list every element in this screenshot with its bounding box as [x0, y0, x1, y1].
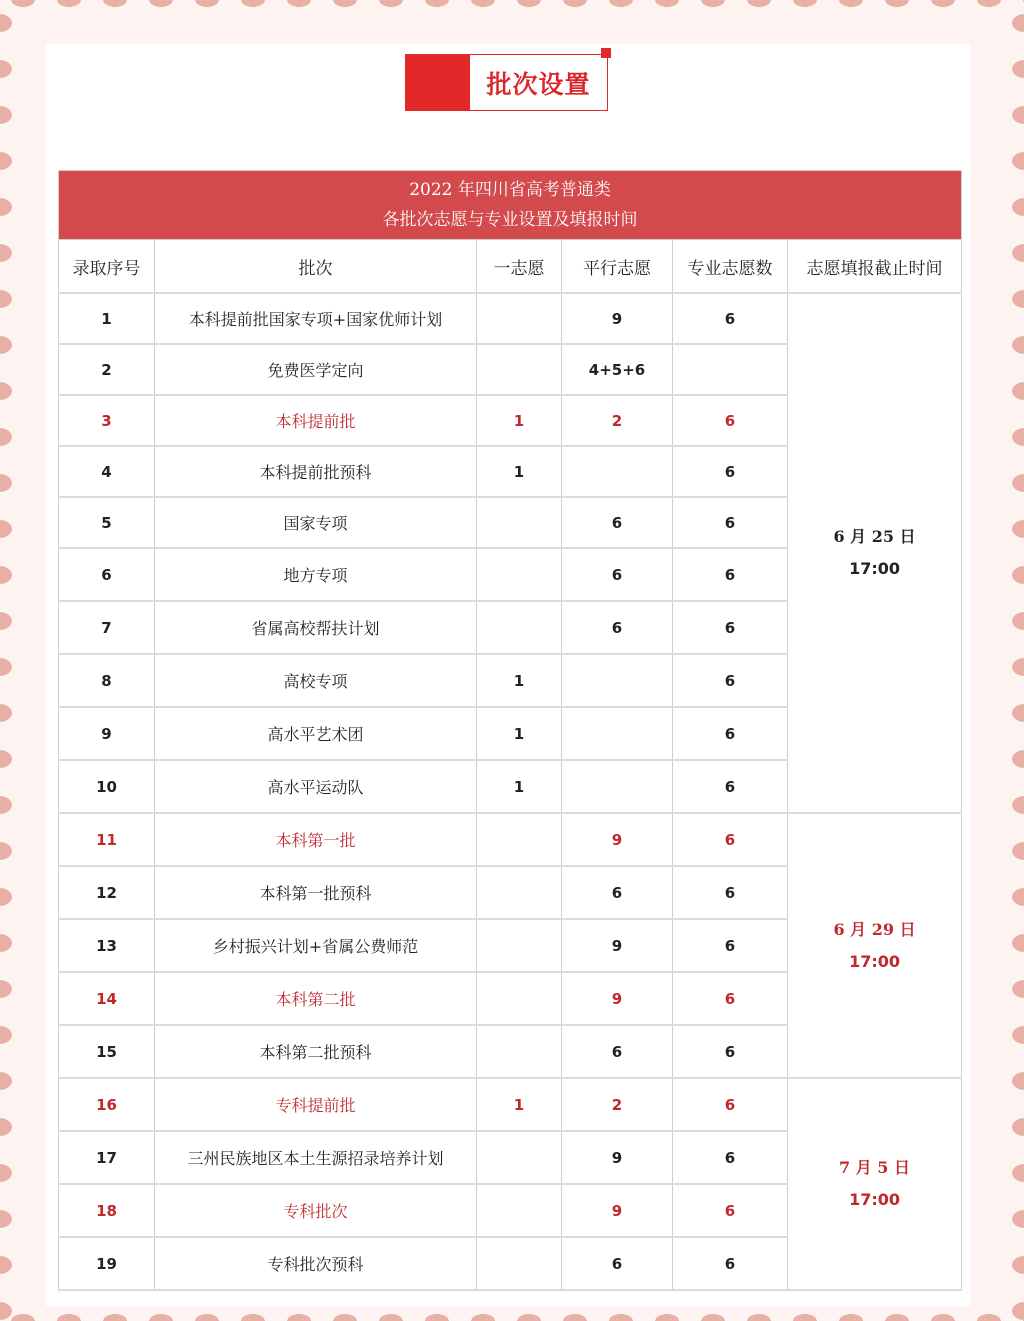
row-major-count: 6	[673, 548, 788, 601]
row-first-choice	[477, 813, 562, 866]
row-major-count: 6	[673, 395, 788, 446]
content-card	[46, 44, 970, 1306]
deadline-date: 7 月 5 日	[839, 1158, 911, 1177]
row-parallel-choice: 6	[562, 1237, 673, 1290]
row-order: 11	[59, 813, 155, 866]
row-first-choice	[477, 1184, 562, 1237]
table-title	[59, 171, 962, 240]
row-major-count: 6	[673, 1237, 788, 1290]
badge-corner-square	[601, 48, 611, 58]
row-major-count: 6	[673, 813, 788, 866]
row-parallel-choice	[562, 760, 673, 813]
header-major-count: 专业志愿数	[673, 240, 788, 294]
row-batch: 本科提前批预科	[155, 446, 477, 497]
batch-table	[58, 170, 962, 1291]
row-order: 3	[59, 395, 155, 446]
header-batch: 批次	[155, 240, 477, 294]
row-batch: 高水平艺术团	[155, 707, 477, 760]
row-batch: 乡村振兴计划+省属公费师范	[155, 919, 477, 972]
table-header-row	[59, 240, 962, 294]
row-parallel-choice: 4+5+6	[562, 344, 673, 395]
row-parallel-choice: 9	[562, 813, 673, 866]
row-order: 9	[59, 707, 155, 760]
row-major-count: 6	[673, 1184, 788, 1237]
row-major-count: 6	[673, 601, 788, 654]
table-row	[59, 1078, 962, 1131]
row-parallel-choice: 9	[562, 1184, 673, 1237]
row-parallel-choice: 2	[562, 395, 673, 446]
row-major-count: 6	[673, 446, 788, 497]
row-parallel-choice: 9	[562, 293, 673, 344]
row-first-choice	[477, 548, 562, 601]
row-batch: 专科批次	[155, 1184, 477, 1237]
row-first-choice: 1	[477, 654, 562, 707]
row-first-choice	[477, 1131, 562, 1184]
row-order: 12	[59, 866, 155, 919]
row-major-count: 6	[673, 972, 788, 1025]
row-parallel-choice	[562, 654, 673, 707]
row-batch: 高水平运动队	[155, 760, 477, 813]
row-first-choice	[477, 344, 562, 395]
row-first-choice	[477, 1237, 562, 1290]
row-first-choice: 1	[477, 760, 562, 813]
deadline-time: 17:00	[849, 559, 900, 578]
row-order: 10	[59, 760, 155, 813]
row-order: 2	[59, 344, 155, 395]
row-order: 6	[59, 548, 155, 601]
deadline-date: 6 月 29 日	[833, 919, 916, 939]
row-first-choice	[477, 919, 562, 972]
row-major-count: 6	[673, 1131, 788, 1184]
row-order: 16	[59, 1078, 155, 1131]
row-order: 13	[59, 919, 155, 972]
row-major-count: 6	[673, 293, 788, 344]
row-major-count: 6	[673, 497, 788, 548]
row-first-choice: 1	[477, 1078, 562, 1131]
row-order: 4	[59, 446, 155, 497]
row-parallel-choice: 9	[562, 919, 673, 972]
row-parallel-choice: 6	[562, 866, 673, 919]
badge-label-box	[469, 54, 608, 111]
row-order: 18	[59, 1184, 155, 1237]
row-order: 1	[59, 293, 155, 344]
row-first-choice	[477, 497, 562, 548]
row-parallel-choice: 9	[562, 1131, 673, 1184]
row-batch: 高校专项	[155, 654, 477, 707]
row-batch: 本科提前批	[155, 395, 477, 446]
row-major-count	[673, 344, 788, 395]
row-first-choice: 1	[477, 446, 562, 497]
row-batch: 本科第一批预科	[155, 866, 477, 919]
header-deadline: 志愿填报截止时间	[788, 240, 962, 294]
table-row	[59, 813, 962, 866]
table-row	[59, 293, 962, 344]
row-batch: 免费医学定向	[155, 344, 477, 395]
row-major-count: 6	[673, 919, 788, 972]
row-batch: 省属高校帮扶计划	[155, 601, 477, 654]
table-title-line1: 2022 年四川省高考普通类	[409, 180, 611, 200]
table-body	[59, 293, 962, 1290]
scalloped-border-right	[994, 0, 1024, 1321]
row-order: 15	[59, 1025, 155, 1078]
deadline-date: 6 月 25 日	[833, 527, 916, 546]
row-major-count: 6	[673, 1025, 788, 1078]
row-first-choice	[477, 866, 562, 919]
deadline-cell	[788, 1078, 962, 1290]
header-first-choice: 一志愿	[477, 240, 562, 294]
batch-table-wrapper	[58, 170, 961, 1291]
deadline-time: 17:00	[849, 951, 900, 971]
row-parallel-choice: 6	[562, 601, 673, 654]
row-parallel-choice: 9	[562, 972, 673, 1025]
row-order: 14	[59, 972, 155, 1025]
row-first-choice	[477, 601, 562, 654]
row-parallel-choice: 6	[562, 548, 673, 601]
row-order: 19	[59, 1237, 155, 1290]
row-batch: 本科第二批	[155, 972, 477, 1025]
scalloped-border-left	[0, 0, 30, 1321]
row-major-count: 6	[673, 707, 788, 760]
row-order: 17	[59, 1131, 155, 1184]
row-batch: 专科提前批	[155, 1078, 477, 1131]
row-first-choice	[477, 972, 562, 1025]
deadline-time: 17:00	[849, 1190, 900, 1209]
row-order: 8	[59, 654, 155, 707]
row-order: 7	[59, 601, 155, 654]
row-parallel-choice: 2	[562, 1078, 673, 1131]
section-badge	[405, 54, 608, 111]
badge-red-block	[405, 54, 469, 111]
row-major-count: 6	[673, 760, 788, 813]
row-parallel-choice	[562, 707, 673, 760]
row-batch: 本科提前批国家专项+国家优师计划	[155, 293, 477, 344]
row-first-choice	[477, 293, 562, 344]
row-order: 5	[59, 497, 155, 548]
row-major-count: 6	[673, 866, 788, 919]
row-major-count: 6	[673, 1078, 788, 1131]
deadline-cell	[788, 813, 962, 1078]
row-batch: 地方专项	[155, 548, 477, 601]
deadline-cell	[788, 293, 962, 813]
row-batch: 国家专项	[155, 497, 477, 548]
row-parallel-choice	[562, 446, 673, 497]
row-batch: 专科批次预科	[155, 1237, 477, 1290]
row-first-choice: 1	[477, 707, 562, 760]
row-first-choice: 1	[477, 395, 562, 446]
row-batch: 本科第二批预科	[155, 1025, 477, 1078]
badge-title: 批次设置	[486, 69, 591, 99]
scalloped-border-top	[0, 0, 1024, 22]
header-parallel-choice: 平行志愿	[562, 240, 673, 294]
header-order: 录取序号	[59, 240, 155, 294]
row-parallel-choice: 6	[562, 1025, 673, 1078]
row-batch: 本科第一批	[155, 813, 477, 866]
row-major-count: 6	[673, 654, 788, 707]
row-first-choice	[477, 1025, 562, 1078]
row-parallel-choice: 6	[562, 497, 673, 548]
table-title-line2: 各批次志愿与专业设置及填报时间	[382, 210, 638, 230]
row-batch: 三州民族地区本土生源招录培养计划	[155, 1131, 477, 1184]
